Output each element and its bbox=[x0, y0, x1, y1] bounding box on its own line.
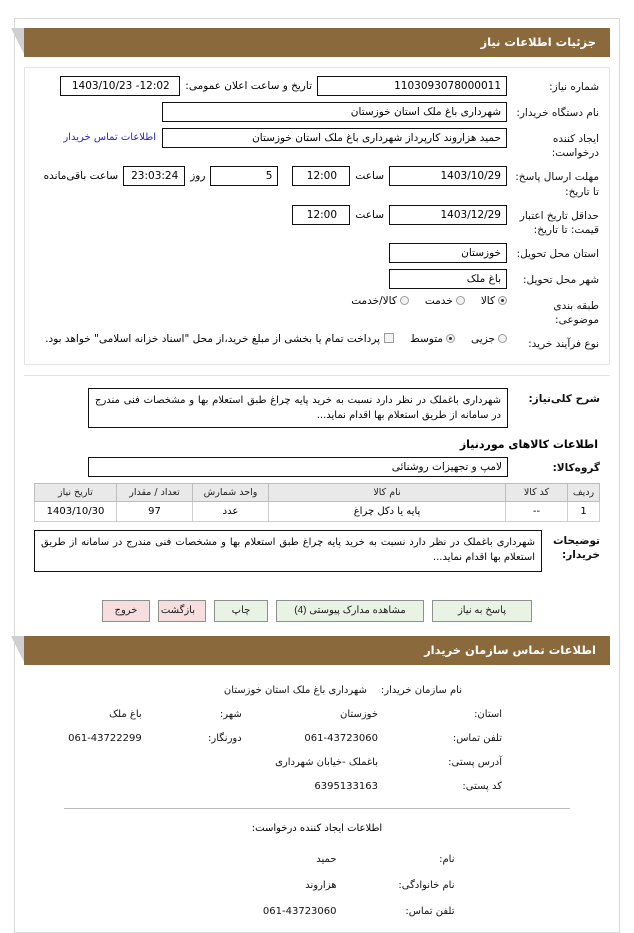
subject-category-radio-group bbox=[335, 295, 507, 307]
row-requester-first-name bbox=[24, 854, 610, 865]
row-subject-category bbox=[35, 295, 599, 327]
radio-icon-minor[interactable] bbox=[498, 334, 507, 343]
contact-phone-value: 061-43723060 bbox=[304, 732, 378, 744]
remaining-days-field[interactable]: 5 bbox=[210, 166, 278, 186]
print-button[interactable]: چاپ bbox=[214, 600, 268, 622]
goods-group-field[interactable]: لامپ و تجهیزات روشنائی bbox=[88, 457, 508, 477]
respond-to-need-button[interactable]: پاسخ به نیاز bbox=[432, 600, 532, 622]
validity-hour-label: ساعت bbox=[355, 208, 384, 221]
purchase-process-radio-group bbox=[29, 333, 507, 345]
contact-city-label: شهر: bbox=[219, 708, 242, 720]
row-contact-org bbox=[24, 685, 610, 696]
contact-postal-value: 6395133163 bbox=[314, 780, 378, 792]
buyer-contact-panel bbox=[24, 679, 610, 917]
contact-city-group bbox=[24, 709, 242, 720]
need-details-header-title: جزئیات اطلاعات نیاز bbox=[480, 35, 596, 49]
contact-postal-label: کد پستی: bbox=[462, 780, 502, 792]
row-deadline bbox=[35, 166, 599, 198]
radio-option-medium[interactable] bbox=[410, 333, 455, 345]
requester-phone-value: 061-43723060 bbox=[262, 905, 337, 917]
table-row bbox=[35, 501, 600, 521]
treasury-bond-label: پرداخت تمام یا بخشی از مبلغ خرید،از محل "اسناد خزانه اسلامی" خواهد بود. bbox=[45, 333, 381, 346]
validity-date-field[interactable]: 1403/12/29 bbox=[389, 205, 507, 225]
radio-icon-service[interactable] bbox=[456, 296, 465, 305]
requester-last-name-label: نام خانوادگی: bbox=[398, 879, 455, 891]
row-delivery-city bbox=[35, 269, 599, 289]
delivery-province-label: استان محل تحویل: bbox=[516, 248, 599, 261]
contact-org-label: نام سازمان خریدار: bbox=[380, 684, 462, 696]
row-contact-address bbox=[24, 757, 610, 768]
radio-label-service: خدمت bbox=[424, 295, 453, 308]
row-need-summary bbox=[34, 388, 600, 428]
cell-unit: عدد bbox=[193, 501, 269, 521]
radio-icon-goods-service[interactable] bbox=[400, 296, 409, 305]
contact-address-label: آدرس پستی: bbox=[448, 756, 502, 768]
buyer-contact-link[interactable]: اطلاعات تماس خریدار bbox=[63, 132, 156, 143]
col-goods-name: نام کالا bbox=[269, 483, 506, 501]
need-summary-text: شهرداری باغملک در نظر دارد نسبت به خرید پایه چراغ طبق استعلام بها و مشخصات فنی مندرج در سامانه از طریق استعلام بها اقدام نماید... bbox=[88, 388, 508, 428]
requester-phone-label: تلفن تماس: bbox=[405, 905, 455, 917]
remaining-time-field: 23:03:24 bbox=[123, 166, 185, 186]
requester-first-name-value: حمید bbox=[316, 853, 337, 865]
row-buyer-notes bbox=[34, 530, 600, 572]
radio-label-goods-service: کالا/خدمت bbox=[351, 295, 397, 308]
buyer-org-label: نام دستگاه خریدار: bbox=[516, 107, 599, 119]
contact-org-value: شهرداری باغ ملک استان خوزستان bbox=[223, 684, 367, 696]
row-creator bbox=[35, 128, 599, 160]
requester-last-name-value: هزاروند bbox=[305, 879, 337, 891]
radio-icon-goods[interactable] bbox=[498, 296, 507, 305]
contact-city-value: باغ ملک bbox=[109, 708, 142, 720]
contact-province-value: خوزستان bbox=[340, 708, 378, 720]
radio-option-minor[interactable] bbox=[471, 333, 507, 345]
need-details-panel bbox=[24, 67, 610, 365]
cell-quantity: 97 bbox=[117, 501, 193, 521]
creator-label: ایجاد کننده درخواست: bbox=[551, 133, 599, 160]
row-contact-phone-fax bbox=[24, 733, 610, 744]
need-number-field[interactable]: 1103093078000011 bbox=[317, 76, 507, 96]
remaining-days-label: روز bbox=[190, 170, 206, 183]
requester-section-title: اطلاعات ایجاد کننده درخواست: bbox=[251, 822, 383, 834]
contact-phone-label: تلفن تماس: bbox=[452, 732, 502, 744]
action-button-bar bbox=[15, 600, 619, 622]
radio-option-goods-service[interactable] bbox=[351, 295, 409, 307]
contact-address-group bbox=[227, 757, 502, 768]
need-number-label: شماره نیاز: bbox=[549, 81, 599, 93]
goods-table-header-row bbox=[35, 483, 600, 501]
buyer-notes-text: شهرداری باغملک در نظر دارد نسبت به خرید پایه چراغ طبق استعلام بها و مشخصات فنی مندرج در سامانه از طریق استعلام بها اقدام نماید... bbox=[34, 530, 542, 572]
treasury-bond-checkbox[interactable] bbox=[384, 333, 394, 343]
need-summary-label: شرح کلی‌نیاز: bbox=[528, 392, 600, 405]
creator-field[interactable]: حمید هزاروند کارپرداز شهرداری باغ ملک استان خوزستان bbox=[162, 128, 507, 148]
cell-goods-name: پایه یا دکل چراغ bbox=[269, 501, 506, 521]
contact-address-value: باغملک -خیابان شهرداری bbox=[275, 756, 378, 768]
buyer-org-field[interactable]: شهرداری باغ ملک استان خوزستان bbox=[162, 102, 507, 122]
deadline-date-field[interactable]: 1403/10/29 bbox=[389, 166, 507, 186]
row-goods-group bbox=[34, 457, 600, 477]
contact-header-corner-decoration bbox=[11, 636, 24, 662]
need-details-frame bbox=[14, 18, 620, 933]
radio-label-medium: متوسط bbox=[410, 333, 444, 346]
remaining-time-label: ساعت باقی‌مانده bbox=[43, 170, 119, 183]
col-unit: واحد شمارش bbox=[193, 483, 269, 501]
row-contact-postal bbox=[24, 781, 610, 792]
contact-postal-group bbox=[227, 781, 502, 792]
announce-datetime-field[interactable]: 1403/10/23 -12:02 bbox=[60, 76, 180, 96]
row-contact-province-city bbox=[24, 709, 610, 720]
validity-label: حداقل تاریخ اعتبار قیمت: تا تاریخ: bbox=[519, 209, 599, 236]
deadline-label: مهلت ارسال پاسخ: تا تاریخ: bbox=[515, 171, 599, 198]
row-delivery-province bbox=[35, 243, 599, 263]
buyer-contact-header bbox=[24, 636, 610, 665]
delivery-city-field[interactable]: باغ ملک bbox=[389, 269, 507, 289]
deadline-hour-field[interactable]: 12:00 bbox=[292, 166, 350, 186]
contact-province-group bbox=[242, 709, 502, 720]
row-purchase-process bbox=[35, 333, 599, 351]
contact-fax-label: دورنگار: bbox=[208, 732, 242, 744]
goods-section-title: اطلاعات کالاهای موردنیاز bbox=[459, 437, 598, 451]
announce-label: تاریخ و ساعت اعلان عمومی: bbox=[185, 80, 312, 92]
radio-label-goods: کالا bbox=[480, 295, 495, 308]
goods-group-label: گروه‌کالا: bbox=[552, 461, 600, 474]
treasury-bond-checkbox-wrapper[interactable] bbox=[45, 333, 394, 345]
cell-need-date: 1403/10/30 bbox=[35, 501, 117, 521]
contact-fax-value: 061-43722299 bbox=[68, 732, 142, 744]
exit-button[interactable]: خروج bbox=[102, 600, 150, 622]
radio-label-minor: جزیی bbox=[471, 333, 495, 346]
col-need-date: تاریخ نیاز bbox=[35, 483, 117, 501]
validity-hour-field[interactable]: 12:00 bbox=[292, 205, 350, 225]
deadline-hour-label: ساعت bbox=[355, 170, 384, 183]
back-button[interactable]: بازگشت bbox=[158, 600, 206, 622]
view-attachments-button[interactable]: مشاهده مدارک پیوستی (4) bbox=[276, 600, 424, 622]
requester-first-name-label: نام: bbox=[439, 853, 455, 865]
need-details-header bbox=[24, 28, 610, 57]
cell-goods-code: -- bbox=[506, 501, 568, 521]
row-requester-phone bbox=[24, 906, 610, 917]
row-requester-last-name bbox=[24, 880, 610, 891]
need-summary-panel bbox=[24, 375, 610, 588]
radio-icon-medium[interactable] bbox=[446, 334, 455, 343]
header-corner-decoration bbox=[11, 28, 24, 54]
contact-fax-group bbox=[24, 733, 242, 744]
radio-option-goods[interactable] bbox=[481, 295, 507, 307]
goods-table bbox=[34, 483, 600, 522]
contact-province-label: استان: bbox=[474, 708, 502, 720]
radio-option-service[interactable] bbox=[425, 295, 465, 307]
page-root bbox=[0, 18, 634, 933]
buyer-contact-header-title: اطلاعات تماس سازمان خریدار bbox=[424, 642, 596, 657]
buyer-notes-label: توضیحات خریدار: bbox=[552, 534, 600, 561]
row-need-number bbox=[35, 76, 599, 96]
purchase-process-label: نوع فرآیند خرید: bbox=[528, 338, 599, 351]
col-quantity: تعداد / مقدار bbox=[117, 483, 193, 501]
section-divider bbox=[64, 808, 570, 809]
delivery-province-field[interactable]: خوزستان bbox=[389, 243, 507, 263]
col-row-number: ردیف bbox=[568, 483, 600, 501]
col-goods-code: کد کالا bbox=[506, 483, 568, 501]
contact-phone-group bbox=[242, 733, 502, 744]
delivery-city-label: شهر محل تحویل: bbox=[523, 274, 599, 287]
cell-row-number: 1 bbox=[568, 501, 600, 521]
row-price-validity bbox=[35, 205, 599, 237]
row-buyer-org bbox=[35, 102, 599, 122]
subject-category-label: طبقه بندی موضوعی: bbox=[553, 300, 599, 327]
